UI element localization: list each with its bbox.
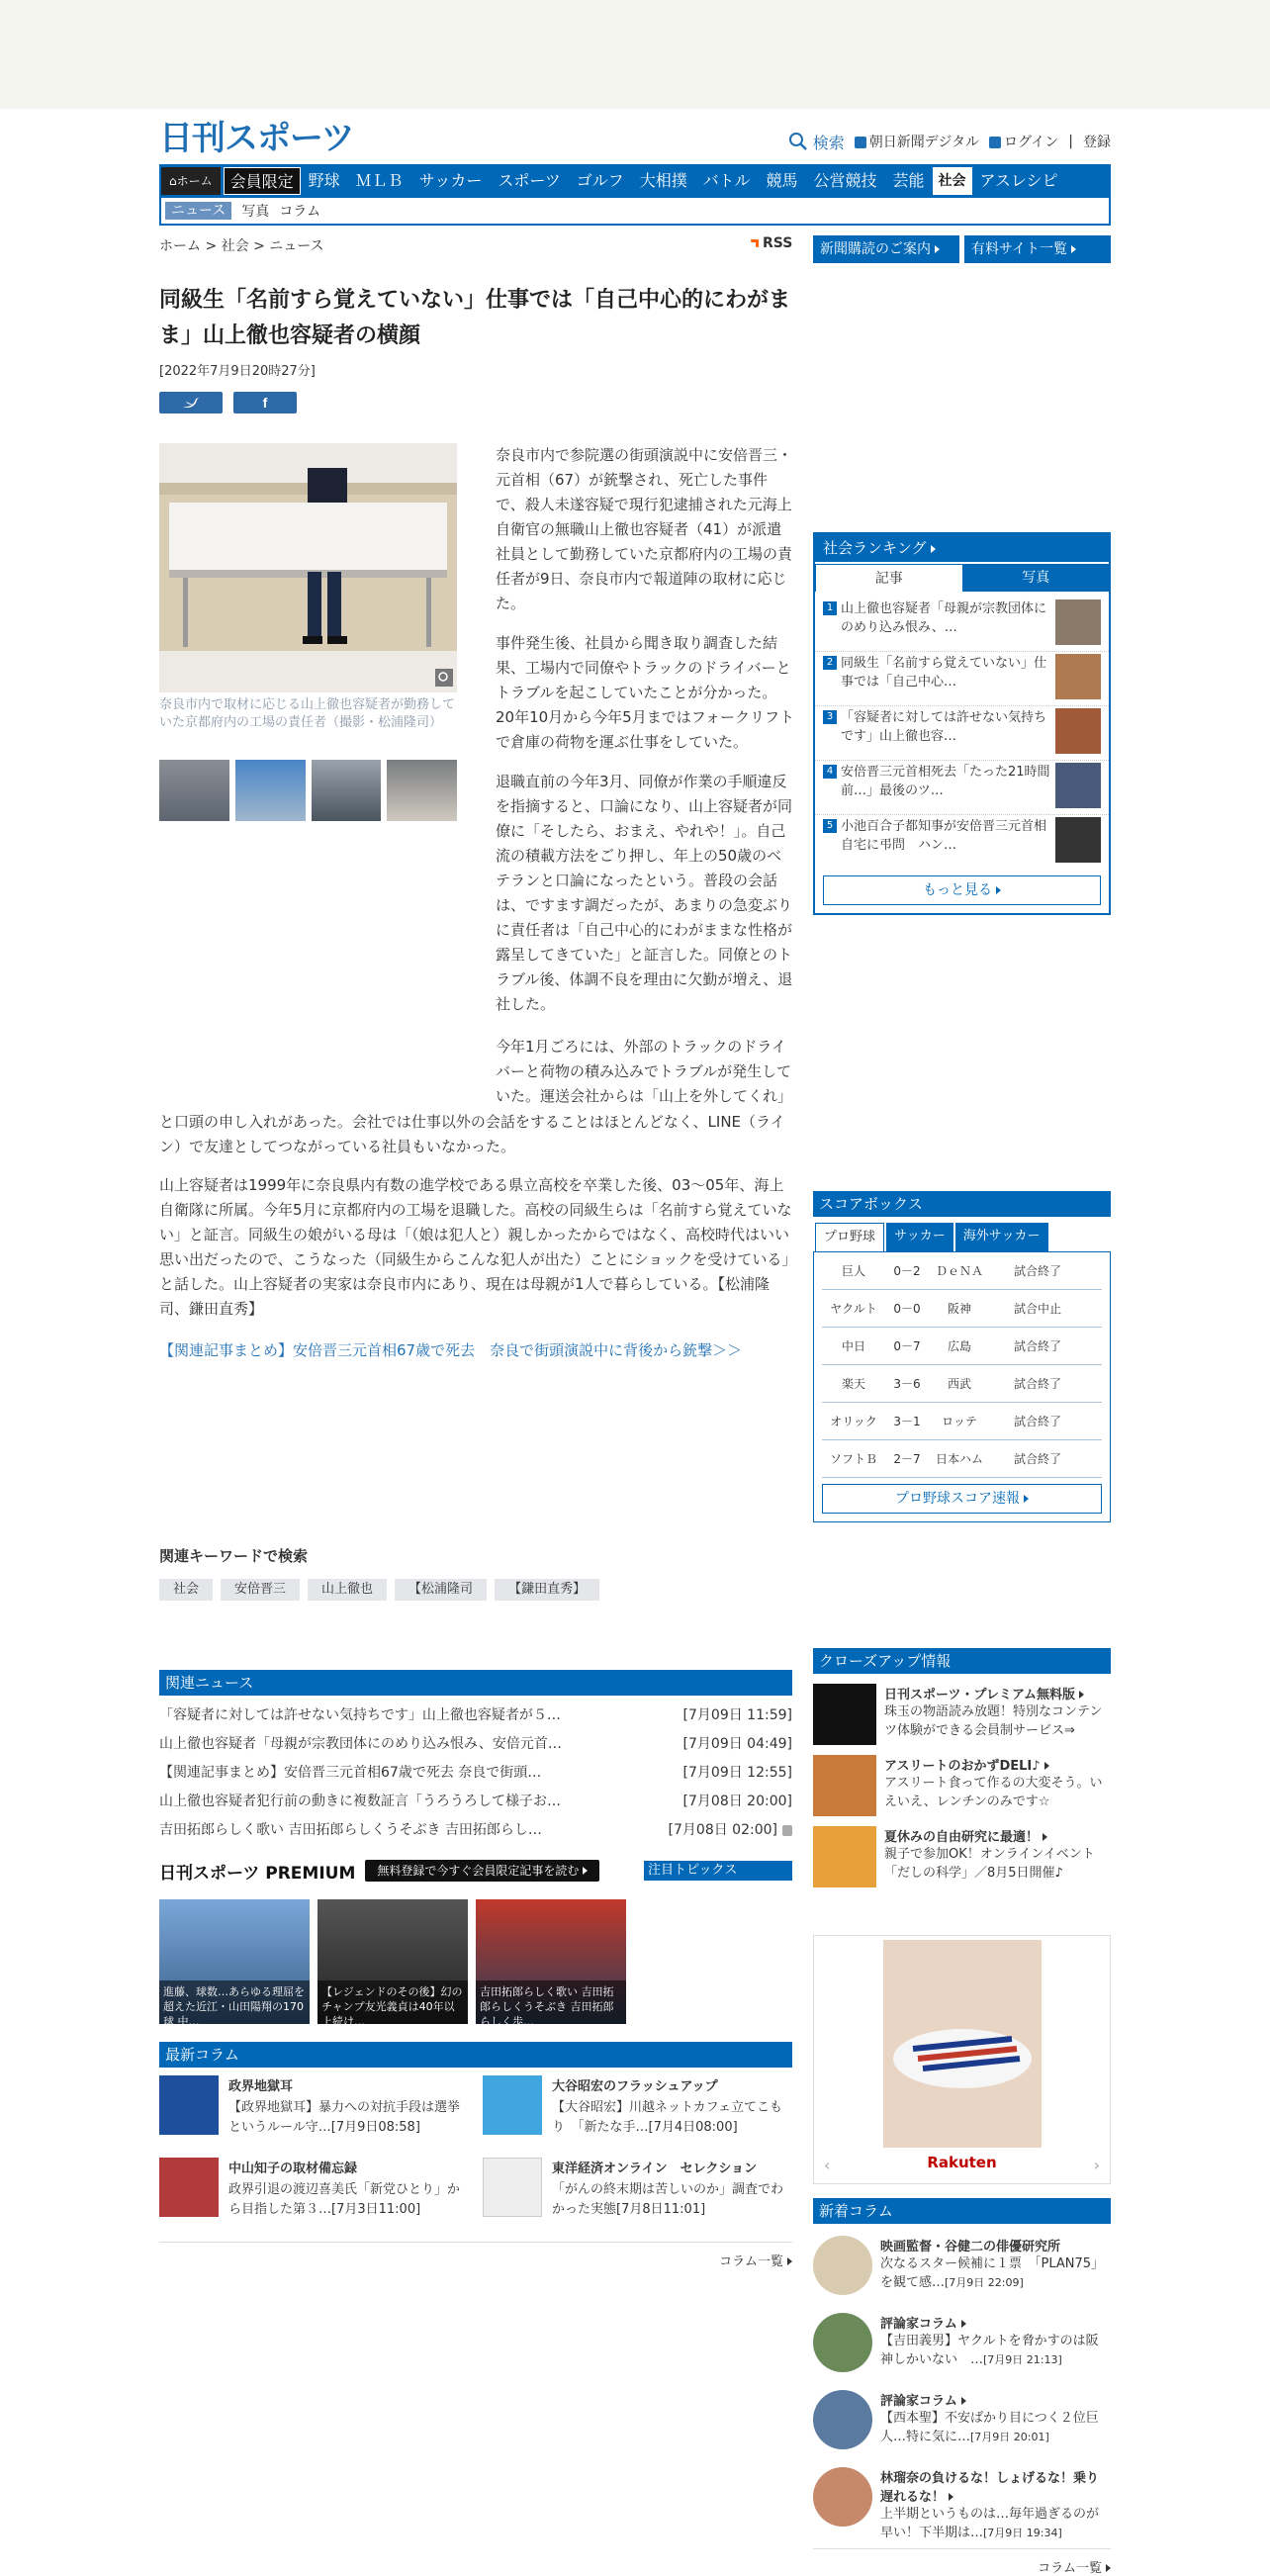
- ranking-box: [813, 532, 1111, 915]
- news-date: [7月08日 20:00]: [682, 1794, 792, 1809]
- keyword-tag[interactable]: 【鎌田直秀】: [495, 1579, 599, 1601]
- rss-link[interactable]: [751, 235, 792, 251]
- score: 0－7: [893, 1339, 921, 1353]
- closeup-thumb: [813, 1826, 876, 1887]
- tab-soccer[interactable]: サッカー: [886, 1223, 953, 1251]
- new-columns: [813, 2198, 1111, 2576]
- nav-item-sumo[interactable]: 大相撲: [639, 171, 687, 190]
- rss-label: RSS: [763, 235, 793, 251]
- login-icon: [989, 137, 1001, 148]
- rank-title: 「容疑者に対しては許せない気持ちです」山上徹也容…: [841, 710, 1047, 744]
- newcol-text: 上半期というものは…毎年過ぎるのが早い！下半期は…: [880, 2507, 1100, 2540]
- newcol-date: [7月9日 22:09]: [945, 2276, 1024, 2289]
- closeup-text: 親子で参加OK！オンラインイベント「だしの科学」／8月5日開催♪: [884, 1847, 1095, 1881]
- rank-thumb: [1055, 599, 1101, 645]
- keyword-tag[interactable]: 【松浦隆司: [395, 1579, 487, 1601]
- thumbnail[interactable]: [387, 760, 457, 821]
- asahi-icon: [855, 137, 866, 148]
- keyword-tag[interactable]: 社会: [159, 1579, 213, 1601]
- game-status: 試合終了: [1013, 1415, 1061, 1428]
- column-item[interactable]: [483, 2158, 792, 2220]
- related-news-heading: 関連ニュース: [159, 1670, 792, 1696]
- news-item[interactable]: [159, 1759, 792, 1788]
- site-logo[interactable]: 日刊スポーツ: [159, 120, 354, 157]
- team-home: 中日: [841, 1339, 865, 1353]
- news-title: 【関連記事まとめ】安倍晋三元首相67歳で死去 奈良で街頭…: [159, 1765, 542, 1781]
- news-title: 山上徹也容疑者「母親が宗教団体にのめり込み恨み、安倍元首…: [159, 1736, 562, 1752]
- column-list-link[interactable]: コラム一覧: [159, 2242, 792, 2269]
- home-icon: ⌂: [169, 174, 177, 188]
- nav-item-geino[interactable]: 芸能: [892, 171, 925, 190]
- thumbnail[interactable]: [235, 760, 306, 821]
- tab-overseas-soccer[interactable]: 海外サッカー: [955, 1223, 1048, 1251]
- facebook-share-button[interactable]: [233, 392, 297, 414]
- article-paragraph: 事件発生後、社員から聞き取り調査した結果、工場内で同僚やトラックのドライバーとトラブルを起こしていたことが分かった。20年10月から今年5月まではフォークリフトで倉庫の荷物を運ぶ仕事をしていた。: [496, 634, 794, 751]
- sub-nav: [159, 198, 1111, 226]
- author-avatar: [813, 2236, 872, 2295]
- nav-item-athrecipe[interactable]: アスレシピ: [979, 171, 1058, 190]
- related-article-link[interactable]: 【関連記事まとめ】安倍晋三元首相67歳で死去 奈良で街頭演説中に背後から銃撃＞＞: [159, 1341, 743, 1359]
- lock-icon: [782, 1825, 792, 1836]
- column-thumb: [159, 2075, 219, 2135]
- article-date: [2022年7月9日20時27分]: [159, 364, 316, 379]
- search-icon: [788, 132, 808, 151]
- article-paragraph: 奈良市内で参院選の街頭演説中に安倍晋三・元首相（67）が銃撃され、死亡した事件で、殺人未遂容疑で現行犯逮捕された元海上自衛官の無職山上徹也容疑者（41）が派遣社員として勤務していた京都府内の工場の責任者が9日、奈良市内で報道陣の取材に応じた。: [496, 446, 793, 612]
- newcol-title: 映画監督・谷健二の俳優研究所: [880, 2240, 1061, 2254]
- ranking-more-button[interactable]: もっと見る: [823, 875, 1101, 905]
- author-avatar: [813, 2313, 872, 2372]
- twitter-icon: [182, 396, 200, 410]
- keyword-list: [159, 1579, 599, 1601]
- newcol-item[interactable]: [813, 2390, 1111, 2455]
- keyword-tag[interactable]: 安倍晋三: [221, 1579, 300, 1601]
- rank-number: 4: [823, 765, 837, 779]
- nav-item-mlb[interactable]: ＭＬＢ: [355, 171, 404, 190]
- breadcrumb[interactable]: ホーム > 社会 > ニュース: [159, 238, 324, 254]
- newcol-title: 評論家コラム: [880, 2390, 1111, 2409]
- column-title: 中山知子の取材備忘録: [228, 2162, 358, 2176]
- scorebox: [813, 1191, 1111, 1522]
- subnav-column[interactable]: コラム: [279, 204, 321, 220]
- asahi-link[interactable]: [855, 132, 979, 151]
- team-away: 阪神: [947, 1302, 971, 1316]
- newcol-date: [7月9日 20:01]: [970, 2431, 1049, 2443]
- nav-item-keiba[interactable]: 競馬: [766, 171, 798, 190]
- column-text: 「がんの終末期は苦しいのか」調査でわかった実態: [552, 2182, 784, 2217]
- rss-icon: [751, 239, 759, 247]
- game-status: 試合終了: [1013, 1264, 1061, 1278]
- team-home: オリック: [830, 1415, 877, 1428]
- closeup-title: アスリートのおかずDELI♪: [884, 1755, 1111, 1774]
- team-home: 巨人: [841, 1264, 865, 1278]
- newcol-date: [7月9日 21:13]: [983, 2353, 1062, 2366]
- register-link[interactable]: 登録: [1083, 135, 1111, 150]
- newcol-heading: 新着コラム: [813, 2198, 1111, 2224]
- columns-heading: 最新コラム: [159, 2042, 792, 2068]
- rank-thumb: [1055, 763, 1101, 808]
- tab-pro-baseball[interactable]: プロ野球: [815, 1223, 884, 1251]
- search-link[interactable]: [788, 131, 845, 153]
- login-label: ログイン: [1003, 135, 1059, 150]
- login-link[interactable]: [989, 132, 1058, 151]
- column-date: [7月3日11:00]: [331, 2202, 421, 2217]
- ranking-item[interactable]: [815, 815, 1109, 870]
- ad-brand: Rakuten: [927, 2154, 997, 2171]
- ranking-item[interactable]: [815, 652, 1109, 706]
- thumbnail[interactable]: [312, 760, 382, 821]
- closeup-item[interactable]: [813, 1755, 1111, 1816]
- page-wrapper: [159, 109, 1111, 2576]
- premium-section: [159, 1858, 792, 1884]
- news-item[interactable]: [159, 1788, 792, 1816]
- rank-number: 5: [823, 819, 837, 833]
- score: 3－6: [893, 1377, 921, 1391]
- closeup-heading: クローズアップ情報: [813, 1648, 1111, 1674]
- asahi-label: 朝日新聞デジタル: [868, 135, 979, 150]
- card-title: 進藤、球数…あらゆる理屈を超えた近江・山田陽翔の170球 中…: [159, 1980, 310, 2024]
- article-paragraph: と口頭の申し入れがあった。会社では仕事以外の会話をすることはほとんどなく、LINE（ライン）で友達としてつながっている社員もいなかった。: [159, 1113, 785, 1155]
- nav-member[interactable]: 会員限定: [224, 167, 301, 195]
- closeup-thumb: [813, 1755, 876, 1816]
- nav-item-soccer[interactable]: サッカー: [418, 171, 483, 190]
- newcol-item[interactable]: [813, 2313, 1111, 2378]
- chevron-left-icon[interactable]: ‹: [824, 2156, 831, 2174]
- premium-card[interactable]: [318, 1899, 468, 2028]
- column-text: 【大谷昭宏】川越ネットカフェ立てこもり 「新たな手…: [552, 2100, 782, 2135]
- newcol-title: 林瑠奈の負けるな！しょげるな！乗り遅れるな！: [880, 2467, 1111, 2505]
- rank-title: 安倍晋三元首相死去「たった21時間前…」最後のツ…: [841, 765, 1050, 798]
- tab-photos[interactable]: 写真: [963, 564, 1110, 592]
- team-home: ソフトＢ: [829, 1452, 877, 1466]
- game-status: 試合中止: [1013, 1302, 1061, 1316]
- article-title: 同級生「名前すら覚えていない」仕事では「自己中心的にわがまま」山上徹也容疑者の横顔: [159, 288, 791, 348]
- team-away: 西武: [947, 1377, 971, 1391]
- premium-card[interactable]: [476, 1899, 626, 2028]
- nav-item-koei[interactable]: 公営競技: [813, 171, 877, 190]
- news-date: [7月09日 04:49]: [682, 1736, 792, 1752]
- photo-image: [159, 443, 457, 692]
- ranking-item[interactable]: [815, 706, 1109, 761]
- closeup-thumb: [813, 1684, 876, 1745]
- rank-thumb: [1055, 817, 1101, 863]
- nav-item-society[interactable]: 社会: [933, 167, 972, 195]
- game-status: 試合終了: [1013, 1452, 1061, 1466]
- news-date: [7月09日 12:55]: [682, 1765, 792, 1781]
- nav-item-golf[interactable]: ゴルフ: [576, 171, 624, 190]
- closeup-item[interactable]: [813, 1684, 1111, 1745]
- divider: |: [1068, 134, 1073, 149]
- team-home: ヤクルト: [830, 1302, 877, 1316]
- score-row[interactable]: [822, 1328, 1102, 1365]
- score: 0－2: [893, 1264, 921, 1278]
- ad-banner[interactable]: [813, 1935, 1111, 2184]
- newcol-list-link[interactable]: コラム一覧: [813, 2548, 1111, 2576]
- newcol-item[interactable]: [813, 2467, 1111, 2540]
- score-row[interactable]: [822, 1290, 1102, 1328]
- ad-image: [883, 1940, 1042, 2148]
- closeup-title: 日刊スポーツ・プレミアム無料版: [884, 1684, 1111, 1702]
- team-away: ＤｅＮＡ: [935, 1264, 983, 1278]
- subscribe-button[interactable]: 新聞購読のご案内: [813, 235, 959, 263]
- column-thumb: [483, 2075, 542, 2135]
- premium-cards: [159, 1899, 626, 2028]
- column-date: [7月9日08:58]: [330, 2120, 420, 2135]
- premium-card[interactable]: [159, 1899, 310, 2028]
- scorebox-heading: スコアボックス: [813, 1191, 1111, 1217]
- newcol-item[interactable]: [813, 2236, 1111, 2301]
- team-away: 広島: [947, 1339, 971, 1353]
- score: 0－0: [893, 1302, 921, 1316]
- column-thumb: [159, 2158, 219, 2217]
- ranking-item[interactable]: [815, 598, 1109, 652]
- newcol-text: 次なるスター候補に１票 「PLAN75」を観て感…: [880, 2256, 1105, 2290]
- score-row[interactable]: [822, 1252, 1102, 1290]
- news-title: 山上徹也容疑者犯行前の動きに複数証言「うろうろして様子お…: [159, 1794, 561, 1809]
- latest-columns: [159, 2042, 792, 2269]
- article-photo[interactable]: [159, 443, 457, 692]
- nav-item-baseball[interactable]: 野球: [308, 171, 340, 190]
- search-label: 検索: [812, 133, 845, 152]
- tab-articles[interactable]: 記事: [815, 564, 963, 592]
- nav-home[interactable]: [161, 167, 221, 195]
- column-date: [7月8日11:01]: [616, 2202, 706, 2217]
- thumbnail[interactable]: [159, 760, 229, 821]
- ranking-item[interactable]: [815, 761, 1109, 815]
- score-row[interactable]: [822, 1403, 1102, 1440]
- column-item[interactable]: [483, 2075, 792, 2138]
- column-title: 大谷昭宏のフラッシュアップ: [552, 2079, 718, 2094]
- score: 3－1: [893, 1415, 921, 1428]
- closeup-text: アスリート食って作るの大変そう。いえいえ、レンチンのみです☆: [884, 1776, 1103, 1809]
- column-text: 政界引退の渡辺喜美氏「新党ひとり」から目指した第３…: [228, 2182, 461, 2217]
- premium-cta-button[interactable]: 無料登録で今すぐ会員限定記事を読む: [365, 1860, 599, 1882]
- paid-sites-button[interactable]: 有料サイト一覧: [964, 235, 1111, 263]
- column-item[interactable]: [159, 2075, 469, 2138]
- photo-caption: 奈良市内で取材に応じる山上徹也容疑者が勤務していた京都府内の工場の責任者（撮影・松浦隆司）: [159, 697, 456, 730]
- column-text: 【政界地獄耳】暴力への対抗手段は選挙というルール守…: [228, 2100, 461, 2135]
- score-more-button[interactable]: プロ野球スコア速報: [822, 1484, 1102, 1514]
- rank-title: 山上徹也容疑者「母親が宗教団体にのめり込み恨み、…: [841, 601, 1047, 635]
- header-links: [788, 127, 1111, 156]
- facebook-icon: f: [262, 395, 268, 411]
- newcol-text: 【吉田義男】ヤクルトを脅かすのは阪神しかいない …: [880, 2334, 1099, 2367]
- rank-thumb: [1055, 708, 1101, 754]
- column-title: 政界地獄耳: [228, 2079, 294, 2094]
- score-row[interactable]: [822, 1365, 1102, 1403]
- card-title: 【レジェンドのその後】幻のチャンプ友光義貞は40年以上続け…: [318, 1980, 468, 2024]
- nav-item-battle[interactable]: バトル: [702, 171, 751, 190]
- closeup-title: 夏休みの自由研究に最適！: [884, 1826, 1111, 1845]
- score-table: [813, 1251, 1111, 1522]
- closeup-section: [813, 1648, 1111, 1887]
- twitter-share-button[interactable]: [159, 392, 223, 414]
- ranking-heading: 社会ランキング: [815, 534, 1109, 562]
- team-home: 楽天: [841, 1377, 865, 1391]
- score: 2－7: [893, 1452, 921, 1466]
- closeup-item[interactable]: [813, 1826, 1111, 1887]
- column-item[interactable]: [159, 2158, 469, 2220]
- article-paragraph: 山上容疑者は1999年に奈良県内有数の進学校である県立高校を卒業した後、03～05年、海上自衛隊に所属。今年5月に京都府内の工場を退職した。高校の同級生らは「名前すら覚えていない」と証言。同級生の娘がいる母は「（娘は犯人と）親しかったからではなく、高校時代はいい思い出だったので、こうなった（同級生からこんな犯人が出た）ことにショックを受けている」と話した。山上容疑者の実家は奈良市内にあり、現在は母親が1人で暮らしている。【松浦隆司、鎌田直秀】: [159, 1176, 792, 1318]
- news-item[interactable]: [159, 1702, 792, 1730]
- column-title: 東洋経済オンライン セレクション: [552, 2162, 758, 2176]
- newcol-title: 評論家コラム: [880, 2313, 1111, 2332]
- closeup-text: 珠玉の物語読み放題！特別なコンテンツ体験ができる会員制サービス⇒: [884, 1704, 1103, 1738]
- news-item[interactable]: [159, 1816, 792, 1845]
- rank-thumb: [1055, 654, 1101, 699]
- photo-thumbnails: [159, 760, 457, 821]
- related-news: [159, 1670, 792, 1845]
- premium-logo: 日刊スポーツ PREMIUM: [159, 1863, 356, 1884]
- chevron-right-icon[interactable]: ›: [1093, 2156, 1100, 2174]
- newcol-text: 【西本聖】不安ばかり目につく２位巨人…特に気に…: [880, 2411, 1099, 2444]
- team-away: 日本ハム: [935, 1452, 983, 1466]
- rank-title: 同級生「名前すら覚えていない」仕事では「自己中心…: [841, 656, 1047, 690]
- top-ad-area: [0, 0, 1270, 109]
- rank-number: 3: [823, 710, 837, 724]
- news-item[interactable]: [159, 1730, 792, 1759]
- keyword-tag[interactable]: 山上徹也: [308, 1579, 387, 1601]
- nav-home-label: ホーム: [176, 174, 213, 188]
- keyword-heading: 関連キーワードで検索: [159, 1547, 309, 1565]
- author-avatar: [813, 2390, 872, 2449]
- team-away: ロッテ: [942, 1415, 977, 1428]
- rank-number: 2: [823, 656, 837, 670]
- article-paragraph: 今年1月ごろには、外部のトラックのドライバーと荷物の積み込みでトラブルが発生していた。運送会社からは「山上を外してくれ」: [496, 1038, 793, 1105]
- news-date: [7月08日 02:00]: [668, 1822, 777, 1838]
- nav-item-sports[interactable]: スポーツ: [498, 171, 561, 190]
- news-title: 吉田拓郎らしく歌い 吉田拓郎らしくうそぶき 吉田拓郎らし…: [159, 1822, 542, 1838]
- article-paragraph: 退職直前の今年3月、同僚が作業の手順違反を指摘すると、口論になり、山上容疑者が同僚に「そしたら、おまえ、やれや！」。自己流の積載方法をごり押し、年上の50歳のベテランと口論になったという。普段の会話は、ですます調だったが、あまりの急変ぶりに責任者は「自己中心的にわがままな性格が露呈してきていた」と証言した。同僚とのトラブル後、体調不良を理由に欠勤が増え、退社した。: [496, 773, 793, 1013]
- rank-title: 小池百合子都知事が安倍晋三元首相自宅に弔問 ハン…: [841, 819, 1047, 853]
- game-status: 試合終了: [1013, 1377, 1061, 1391]
- column-thumb: [483, 2158, 542, 2217]
- author-avatar: [813, 2467, 872, 2527]
- news-title: 「容疑者に対しては許せない気持ちです」山上徹也容疑者が５…: [159, 1707, 561, 1723]
- subnav-photo[interactable]: 写真: [241, 204, 270, 220]
- column-date: [7月4日08:00]: [648, 2120, 738, 2135]
- game-status: 試合終了: [1013, 1339, 1061, 1353]
- rank-number: 1: [823, 601, 837, 615]
- news-date: [7月09日 11:59]: [682, 1707, 792, 1723]
- newcol-date: [7月9日 19:34]: [983, 2527, 1062, 2539]
- topics-heading: 注目トピックス: [644, 1861, 792, 1881]
- card-title: 吉田拓郎らしく歌い 吉田拓郎らしくうそぶき 吉田拓郎らしく歩…: [476, 1980, 626, 2024]
- score-row[interactable]: [822, 1440, 1102, 1478]
- subnav-news[interactable]: ニュース: [165, 202, 231, 220]
- main-nav: [159, 164, 1111, 198]
